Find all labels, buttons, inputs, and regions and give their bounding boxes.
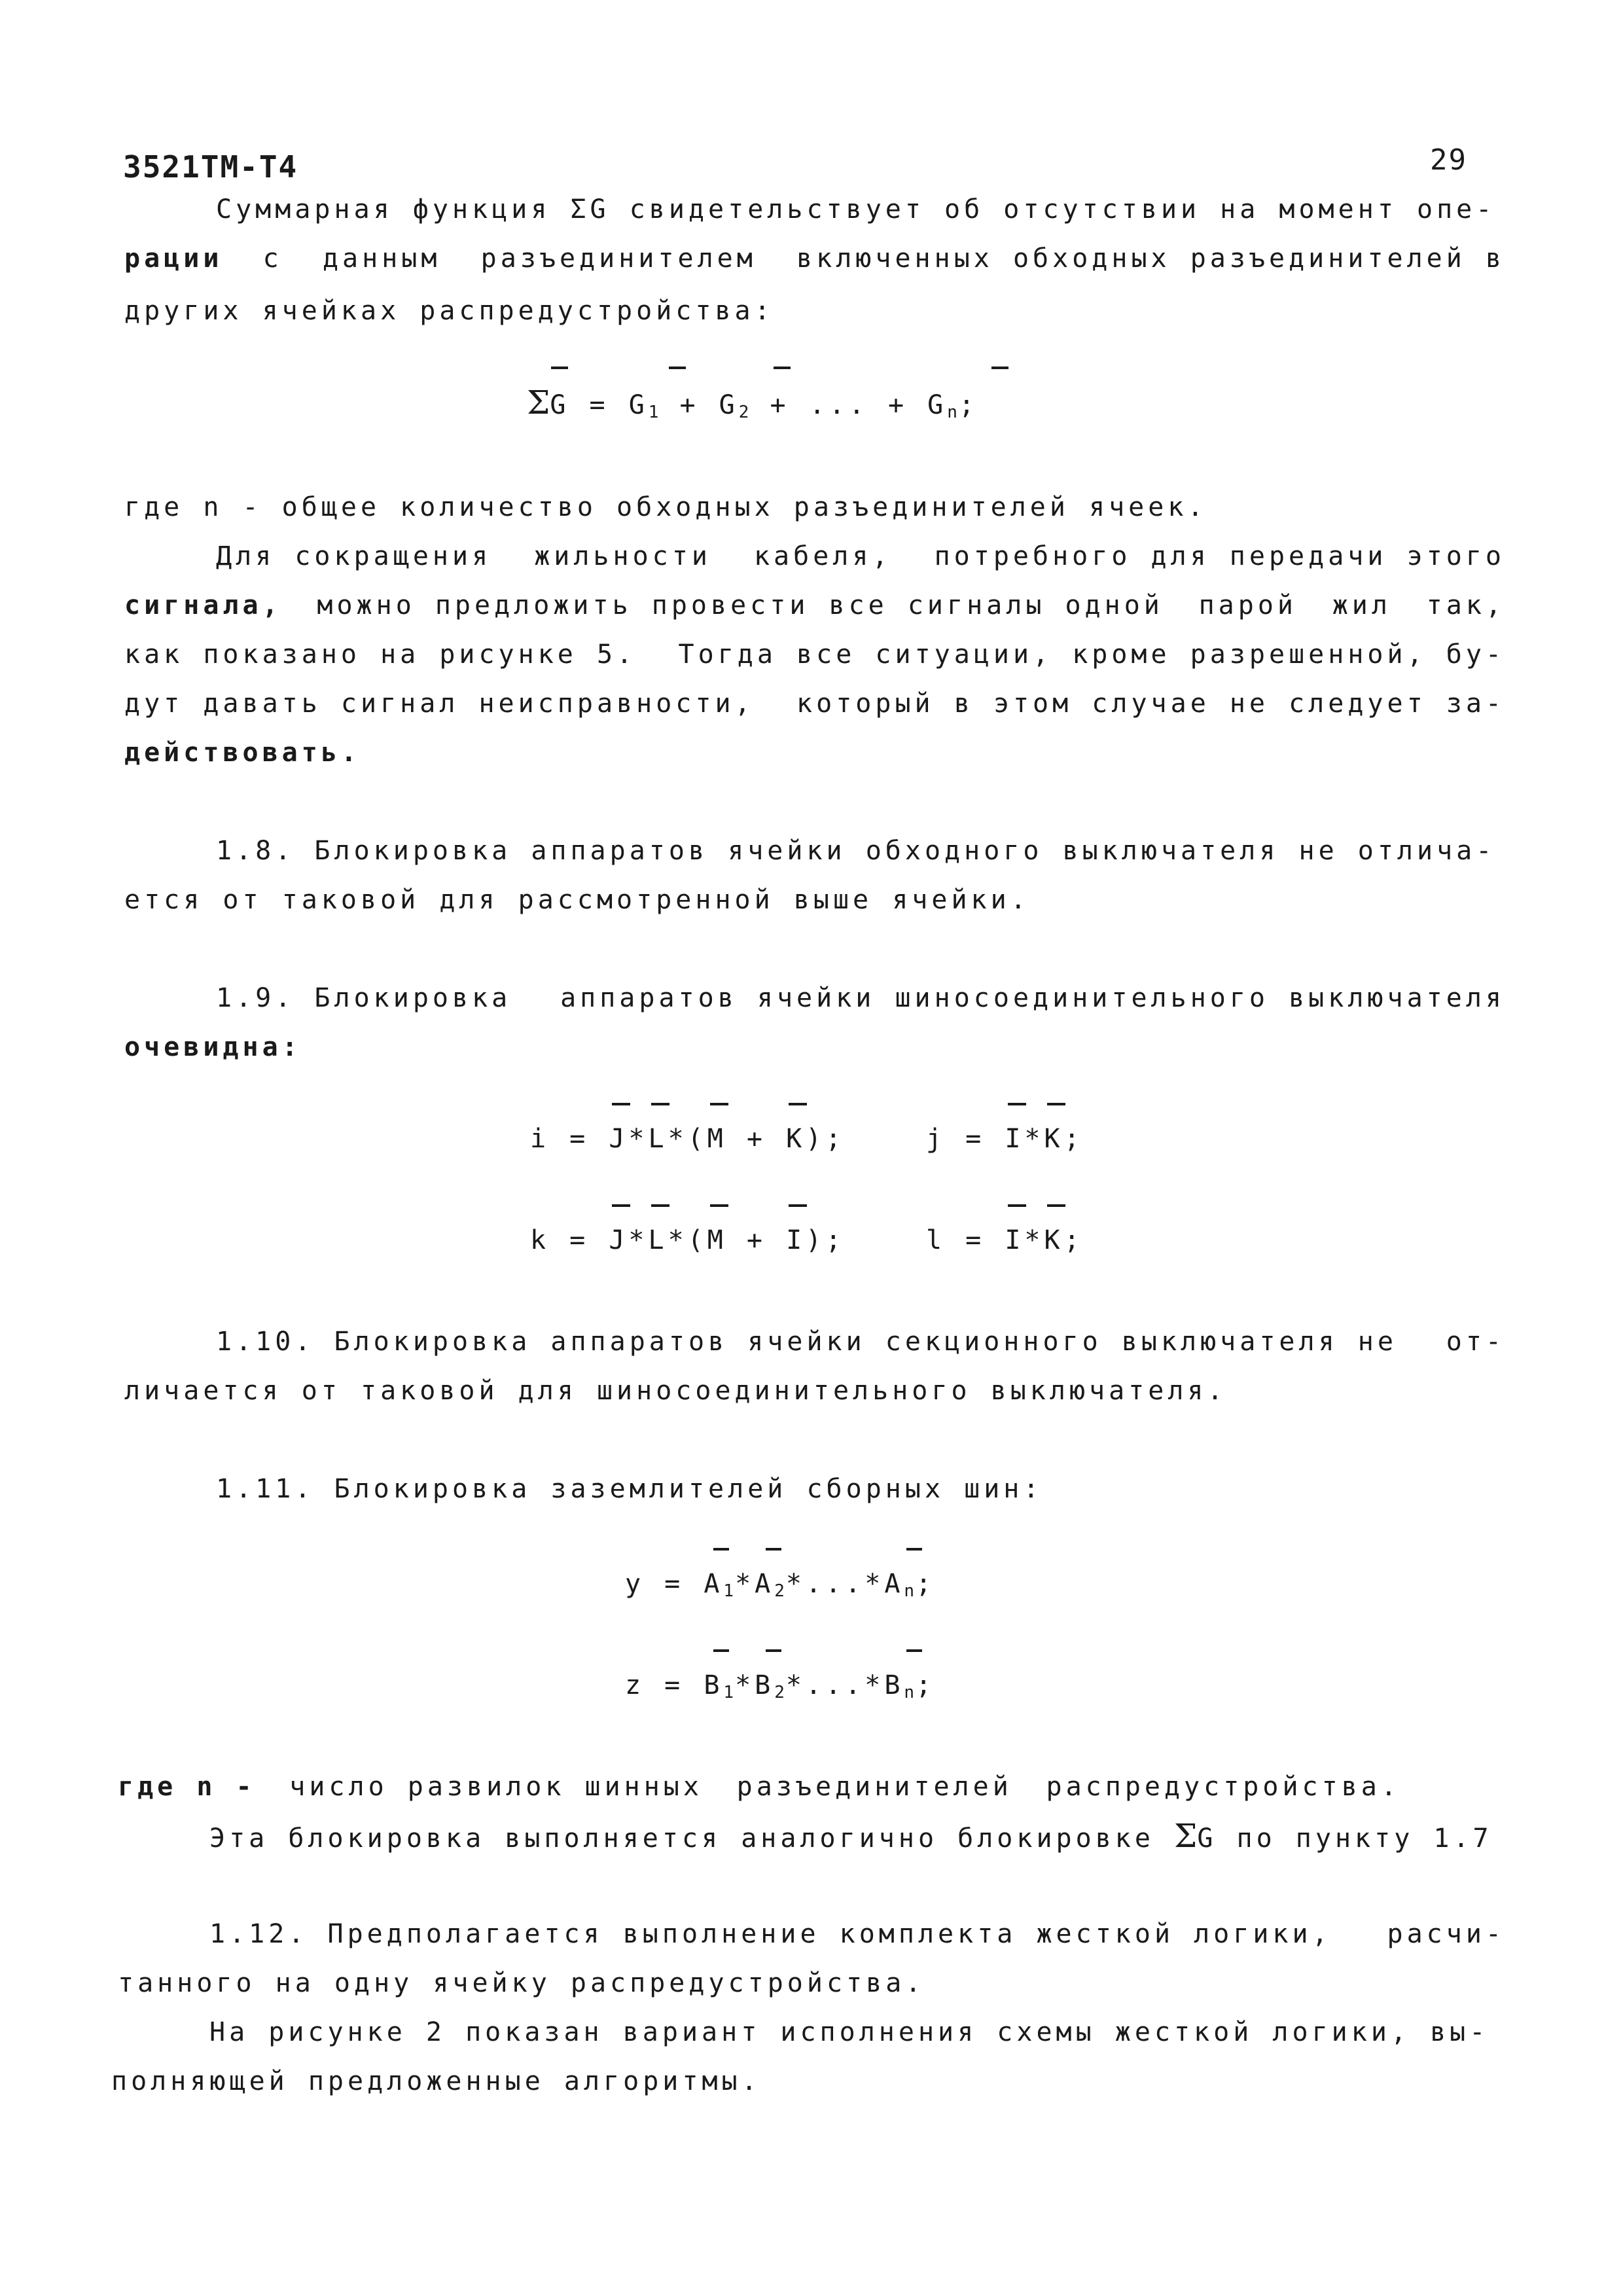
p4-line-2-part: Эта блокировка выполняется аналогично блокировке — [209, 1823, 1154, 1854]
overbar — [651, 1103, 669, 1105]
subscript: 1 — [648, 403, 660, 422]
p1-line-2-rest: включенных обходных разъединителей в — [796, 243, 1505, 274]
formula-y-part: y = A — [625, 1569, 724, 1599]
formula-sum-g-part: ; — [958, 390, 978, 420]
section-1-10-part: 1.10. Блокировка аппаратов ячейки секционного выключателя не — [216, 1327, 1397, 1357]
section-1-10-line-2: личается от таковой для шиносоединительного выключателя. — [124, 1376, 1227, 1406]
section-1-9-line-1 — [216, 978, 1505, 1018]
p3-line-3 — [124, 635, 1505, 674]
p4-line-1-part: число развилок шинных — [289, 1772, 703, 1802]
section-1-11-line-1: 1.11. Блокировка заземлителей сборных шин: — [216, 1474, 1043, 1504]
formula-y-part: ; — [916, 1569, 936, 1599]
formula-sum-g-part: + G — [660, 390, 739, 420]
subscript: 2 — [738, 403, 751, 422]
formula-z-part: ; — [916, 1670, 936, 1700]
p3-line-2-part: так, — [1426, 590, 1505, 620]
formula-l: l = I*K; — [926, 1225, 1084, 1255]
overbar — [710, 1204, 728, 1207]
section-1-12-part: 1.12. Предполагается выполнение комплекта жесткой логики, — [209, 1919, 1332, 1949]
formula-i: i = J*L*(M + K); — [530, 1124, 846, 1154]
p1-line-2-word-2: с — [262, 243, 283, 274]
formula-z — [625, 1666, 935, 1712]
section-1-8-line-2: ется от таковой для рассмотренной выше ячейки. — [124, 885, 1030, 915]
p3-line-2-part: можно предложить провести все сигналы одной — [317, 590, 1164, 620]
formula-sum-g-part: G = G — [550, 390, 649, 420]
p3-line-2-part: сигнала, — [124, 590, 282, 620]
subscript: 2 — [774, 1581, 786, 1601]
p4-line-2-part: G по пункту 1.7 — [1197, 1823, 1493, 1854]
subscript: 1 — [723, 1683, 736, 1702]
p1-line-2-word-4: разъединителем — [480, 243, 757, 274]
overbar — [669, 367, 686, 369]
p3-line-1-part: потребного для передачи этого — [934, 541, 1505, 571]
p1-line-2-word-3: данным — [322, 243, 441, 274]
formula-j: j = I*K; — [926, 1124, 1084, 1154]
p2-line-1: где n - общее количество обходных разъединителей ячеек. — [124, 492, 1207, 522]
overbar — [551, 367, 568, 369]
overbar — [713, 1649, 729, 1652]
p1-line-3: других ячейках распредустройства: — [124, 296, 774, 326]
section-1-9-line-2: очевидна: — [124, 1032, 302, 1062]
formula-z-part: *B — [735, 1670, 775, 1700]
p1-line-2-word-1: рации — [124, 243, 223, 274]
p4-line-1-part: разъединителей — [736, 1772, 1012, 1802]
section-1-12-line-3: На рисунке 2 показан вариант исполнения схемы жесткой логики, вы- — [209, 2017, 1489, 2047]
p4-line-2 — [209, 1816, 1493, 1858]
p3-line-3-part: как показано на рисунке 5. — [124, 639, 637, 670]
formula-y — [625, 1564, 935, 1611]
overbar — [906, 1649, 922, 1652]
p3-line-4 — [124, 684, 1505, 723]
p3-line-2-part: парой — [1198, 590, 1298, 620]
p3-line-1-part: жильности — [534, 541, 711, 571]
document-code: 3521ТМ-Т4 — [123, 149, 298, 185]
p1-line-1: Суммарная функция ΣG свидетельствует об отсутствии на момент опе- — [216, 194, 1496, 224]
p3-line-4-part: который в этом случае не следует за- — [796, 689, 1505, 719]
p3-line-2-part: жил — [1332, 590, 1391, 620]
overbar — [789, 1103, 807, 1105]
section-1-9-part: 1.9. Блокировка — [216, 983, 512, 1013]
overbar — [906, 1548, 922, 1551]
overbar — [612, 1204, 630, 1207]
section-1-12-line-2: танного на одну ячейку распредустройства. — [118, 1968, 925, 1998]
overbar — [1008, 1103, 1026, 1105]
section-1-8-line-1: 1.8. Блокировка аппаратов ячейки обходного выключателя не отлича- — [216, 836, 1496, 866]
subscript: n — [904, 1683, 916, 1702]
section-1-10-part: от- — [1446, 1327, 1505, 1357]
formula-z-part: *...*B — [785, 1670, 904, 1700]
section-1-10-line-1 — [216, 1322, 1505, 1361]
subscript: n — [947, 403, 959, 422]
overbar — [789, 1204, 807, 1207]
section-1-12-line-4: полняющей предложенные алгоритмы. — [111, 2066, 761, 2096]
p3-line-1-part: кабеля, — [753, 541, 892, 571]
subscript: n — [904, 1581, 916, 1601]
p3-line-4-part: дут давать сигнал неисправности, — [124, 689, 755, 719]
overbar — [1047, 1103, 1065, 1105]
overbar — [991, 367, 1008, 369]
p3-line-3-part: Тогда все ситуации, кроме разрешенной, бу- — [678, 639, 1505, 670]
p4-line-1 — [118, 1767, 1400, 1806]
overbar — [713, 1548, 729, 1551]
p3-line-1 — [216, 537, 1505, 576]
overbar — [651, 1204, 669, 1207]
section-1-12-line-1 — [209, 1914, 1505, 1954]
p3-line-2 — [124, 586, 1505, 625]
overbar — [1008, 1204, 1026, 1207]
formula-k: k = J*L*(M + I); — [530, 1225, 846, 1255]
formula-sum-g-part: + ... + G — [750, 390, 948, 420]
subscript: 2 — [774, 1683, 786, 1702]
formula-sum-g — [527, 383, 978, 432]
section-1-12-part: расчи- — [1387, 1919, 1505, 1949]
overbar — [1047, 1204, 1065, 1207]
formula-y-part: *...*A — [785, 1569, 904, 1599]
p4-line-1-part: где n - — [118, 1772, 256, 1802]
p3-line-5: действовать. — [124, 738, 361, 768]
overbar — [774, 367, 791, 369]
p4-line-1-part: распредустройства. — [1046, 1772, 1400, 1802]
formula-z-part: z = B — [625, 1670, 724, 1700]
sigma-symbol: Σ — [1174, 1817, 1198, 1855]
page-number: 29 — [1430, 143, 1467, 177]
overbar — [710, 1103, 728, 1105]
overbar — [766, 1548, 781, 1551]
subscript: 1 — [723, 1581, 736, 1601]
section-1-9-part: аппаратов ячейки шиносоединительного выключателя — [560, 983, 1505, 1013]
sigma-symbol: Σ — [527, 384, 550, 422]
p1-line-2 — [124, 239, 1505, 278]
overbar — [766, 1649, 781, 1652]
formula-y-part: *A — [735, 1569, 775, 1599]
overbar — [612, 1103, 630, 1105]
p3-line-1-part: Для сокращения — [216, 541, 492, 571]
